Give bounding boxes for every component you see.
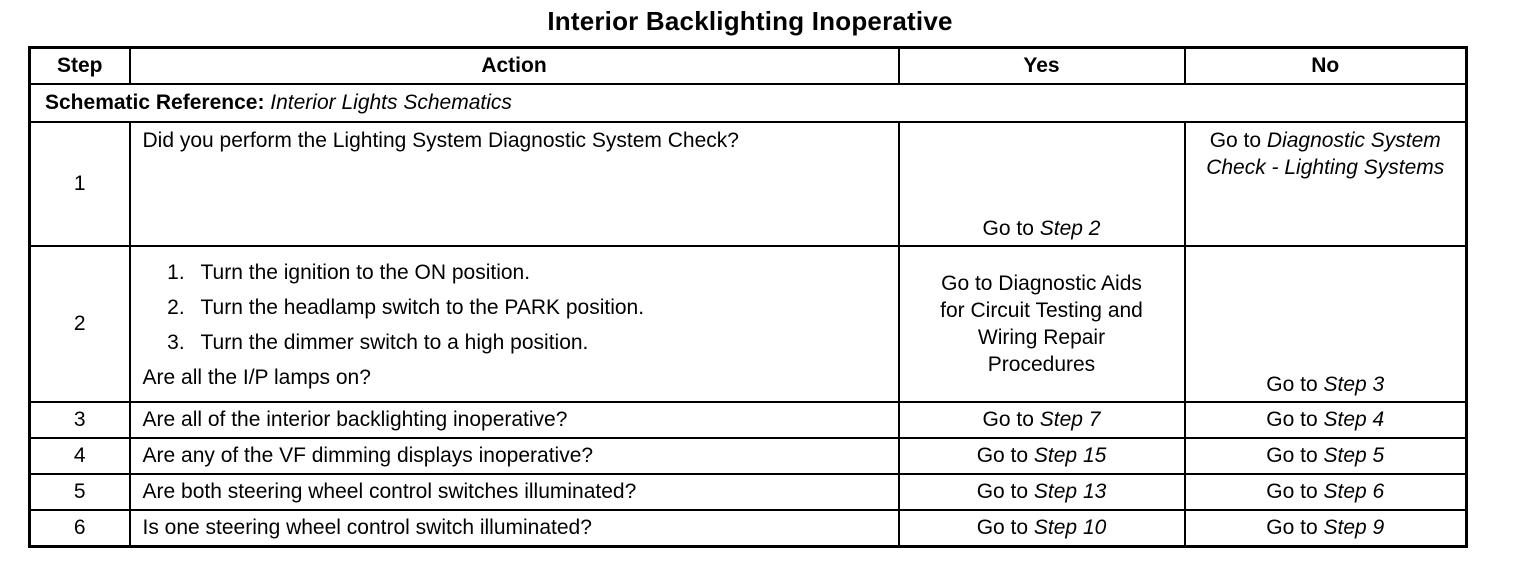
- action-text: Are any of the VF dimming displays inoperative?: [130, 438, 899, 474]
- table-row: [30, 438, 1467, 474]
- yes-prefix: Go to: [982, 408, 1034, 431]
- yes-step-ref: Step 13: [1033, 480, 1107, 503]
- step-number: 4: [30, 438, 130, 474]
- no-step-ref: Step 4: [1323, 408, 1385, 431]
- action-text: Did you perform the Lighting System Diagnostic System Check?: [130, 122, 899, 246]
- yes-cell: [899, 402, 1185, 438]
- no-prefix: Go to: [1266, 480, 1318, 503]
- yes-cell: [899, 122, 1185, 246]
- no-prefix: Go to: [1266, 516, 1318, 539]
- no-cell: [1185, 438, 1467, 474]
- schematic-reference-row: [30, 84, 1467, 122]
- no-prefix: Go to: [1266, 373, 1318, 396]
- no-step-ref: Step 9: [1323, 516, 1385, 539]
- step-number: 6: [30, 510, 130, 547]
- action-step-item: 1. Turn the ignition to the ON position.: [191, 255, 888, 290]
- yes-step-ref: Step 10: [1033, 516, 1107, 539]
- no-ref: Diagnostic System Check - Lighting Systems: [1206, 129, 1445, 179]
- no-step-ref: Step 3: [1323, 373, 1385, 396]
- header-step: Step: [30, 48, 130, 85]
- no-prefix: Go to: [1266, 408, 1318, 431]
- no-cell: [1185, 474, 1467, 510]
- yes-cell: [899, 510, 1185, 547]
- yes-prefix: Go to: [976, 480, 1029, 503]
- action-step-list: [143, 255, 888, 360]
- no-prefix: Go to: [1266, 444, 1318, 467]
- yes-prefix: Go to: [982, 217, 1034, 240]
- schematic-label: Schematic Reference:: [45, 91, 265, 114]
- no-prefix: Go to: [1209, 129, 1262, 152]
- step-number: 5: [30, 474, 130, 510]
- yes-prefix: Go to: [976, 516, 1029, 539]
- step-number: 1: [30, 122, 130, 246]
- table-header-row: [30, 48, 1467, 85]
- table-row: [30, 246, 1467, 402]
- header-action: Action: [130, 48, 899, 85]
- yes-prefix: Go to: [976, 444, 1029, 467]
- action-cell: [130, 246, 899, 402]
- step-number: 3: [30, 402, 130, 438]
- table-row: [30, 474, 1467, 510]
- action-step-item: 2. Turn the headlamp switch to the PARK position.: [191, 290, 888, 325]
- step-number: 2: [30, 246, 130, 402]
- no-cell: [1185, 246, 1467, 402]
- yes-step-ref: Step 7: [1039, 408, 1101, 431]
- yes-step-ref: Step 2: [1039, 217, 1101, 240]
- no-step-ref: Step 5: [1323, 444, 1385, 467]
- action-text: Are all of the interior backlighting inoperative?: [130, 402, 899, 438]
- schematic-link: Interior Lights Schematics: [270, 91, 512, 114]
- yes-cell: [899, 246, 1185, 402]
- no-cell: [1185, 402, 1467, 438]
- page-title: Interior Backlighting Inoperative: [547, 6, 953, 36]
- yes-step-ref: Step 15: [1033, 444, 1107, 467]
- header-yes: Yes: [899, 48, 1185, 85]
- yes-text: Go to Diagnostic Aids for Circuit Testing and Wiring Repair Procedures: [940, 272, 1143, 376]
- table-row: [30, 510, 1467, 547]
- action-step-item: 3. Turn the dimmer switch to a high position.: [191, 325, 888, 360]
- header-no: No: [1185, 48, 1467, 85]
- action-question: Are all the I/P lamps on?: [142, 366, 371, 389]
- yes-cell: [899, 474, 1185, 510]
- schematic-reference: [30, 84, 1467, 122]
- table-row: [30, 122, 1467, 246]
- diagnostic-table: [28, 46, 1468, 548]
- action-text: Is one steering wheel control switch illuminated?: [130, 510, 899, 547]
- yes-cell: [899, 438, 1185, 474]
- action-text: Are both steering wheel control switches illuminated?: [130, 474, 899, 510]
- no-step-ref: Step 6: [1323, 480, 1385, 503]
- no-cell: [1185, 122, 1467, 246]
- no-cell: [1185, 510, 1467, 547]
- table-row: [30, 402, 1467, 438]
